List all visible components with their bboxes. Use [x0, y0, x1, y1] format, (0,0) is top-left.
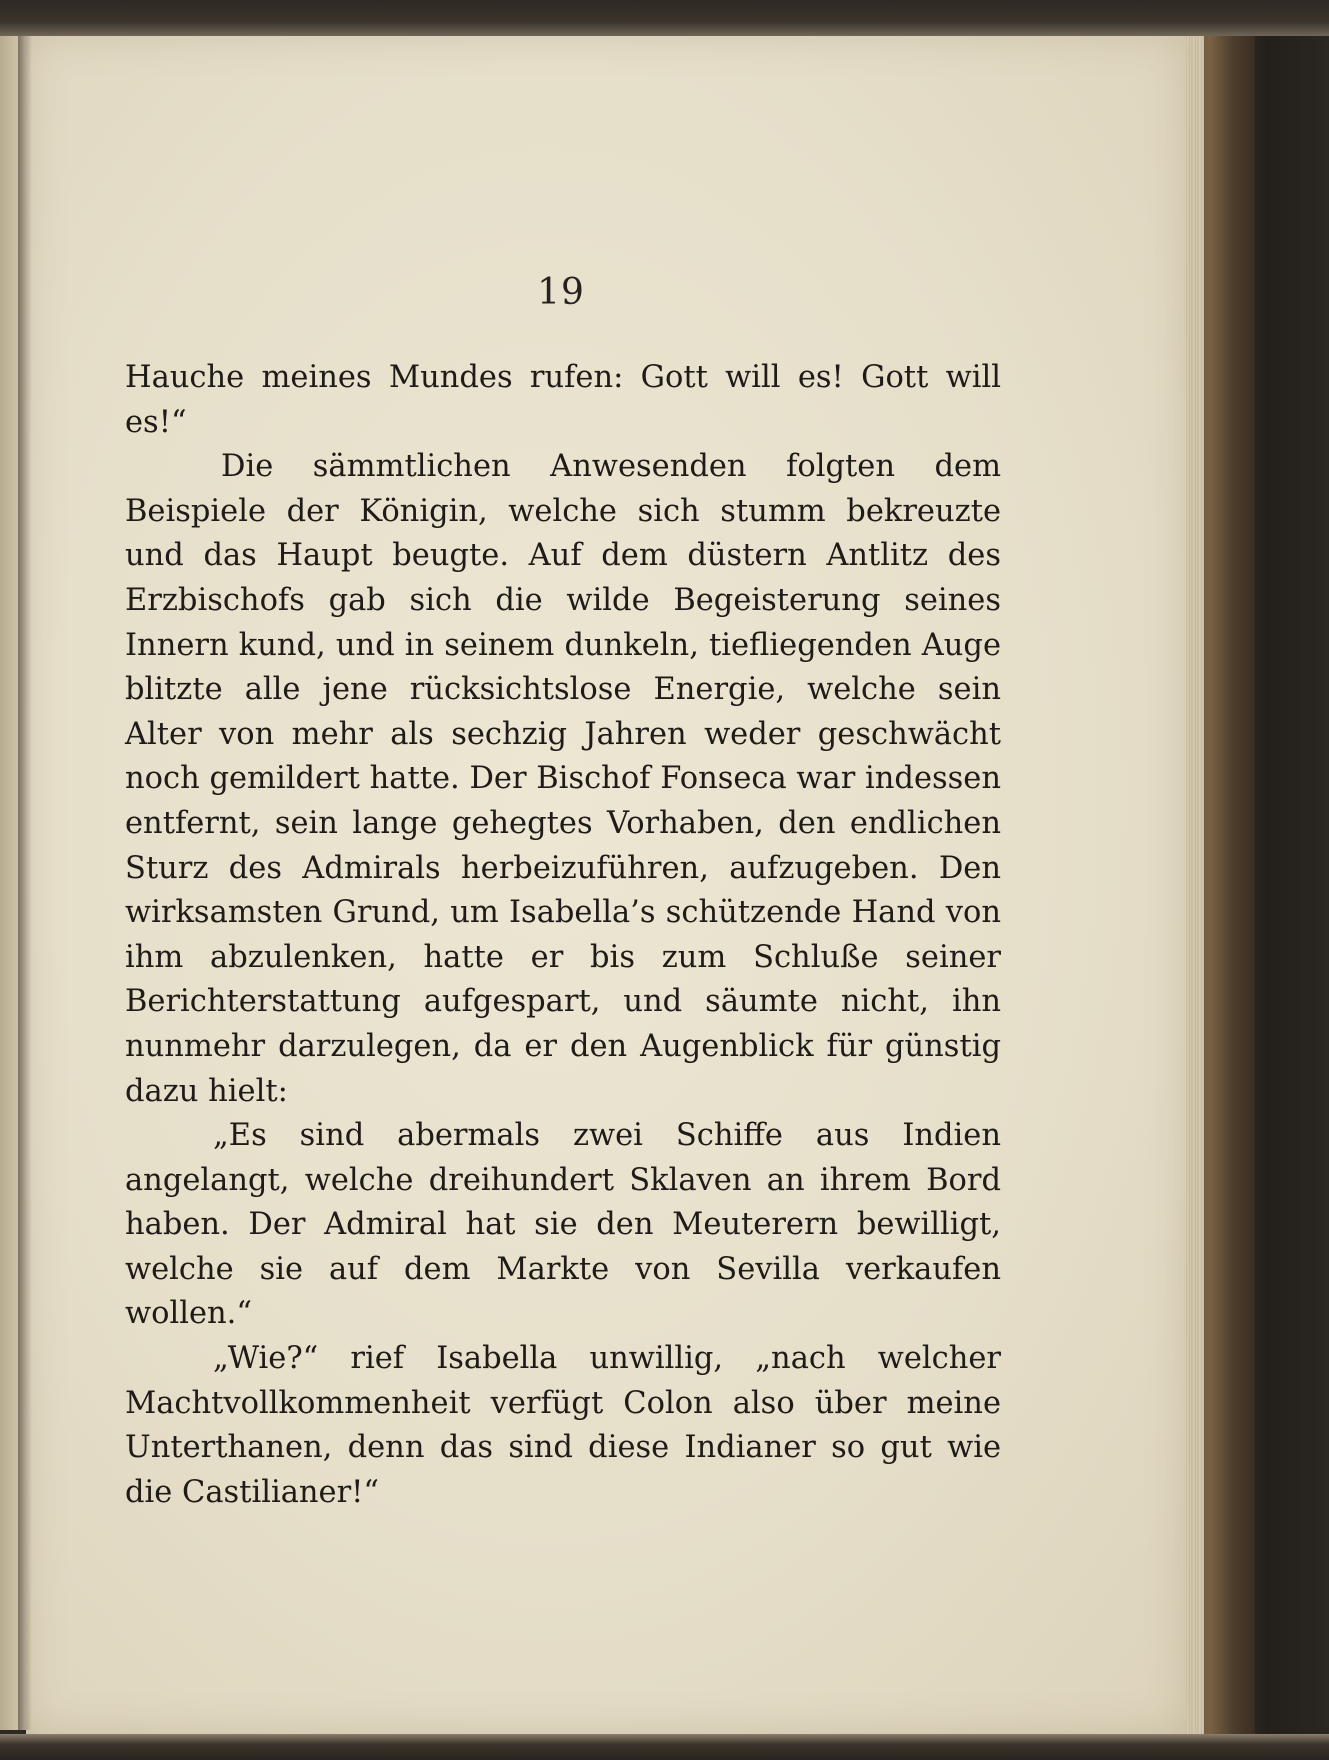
paragraph-continuation: Hauche meines Mundes rufen: Gott will es! Gott will es!“: [125, 360, 1001, 440]
page-number: 19: [537, 272, 585, 313]
paragraph: Die sämmtlichen Anwesenden folgten dem Beispiele der Königin, welche sich stumm bekreuzte und das Haupt beugte. Auf dem düstern Antlitz des Erzbischofs gab sich die wilde Begeisterung seines Innern kund, und in seinem dunkeln, tiefliegenden Auge blitzte alle jene rücksichtslose Energie, welche sein Alter von mehr als sechzig Jahren weder geschwächt noch gemildert hatte. Der Bischof Fonseca war indessen entfernt, sein lange gehegtes Vorhaben, den endlichen Sturz des Admirals herbeizuführen, aufzugeben. Den wirksamsten Grund, um Isabella’s schützende Hand von ihm abzulenken, hatte er bis zum Schluße seiner Berichterstattung aufgespart, und säumte nicht, ihn nunmehr darzulegen, da er den Augenblick für günstig dazu hielt:: [125, 449, 1001, 1109]
body-text: [125, 356, 1001, 1515]
paragraph-quote: „Wie?“ rief Isabella unwillig, „nach welcher Machtvollkommenheit verfügt Colon also über meine Unterthanen, denn das sind diese Indianer so gut wie die Castilianer!“: [125, 1341, 1001, 1510]
top-edge: [0, 0, 1329, 36]
paragraph-quote: „Es sind abermals zwei Schiffe aus Indien angelangt, welche dreihundert Sklaven an ihrem Bord haben. Der Admiral hat sie den Meuterern bewilligt, welche sie auf dem Markte von Sevilla verkaufen wollen.“: [125, 1118, 1001, 1332]
gutter-shadow: [18, 30, 32, 1730]
bottom-edge: [0, 1734, 1329, 1760]
book-page: [26, 34, 1186, 1734]
